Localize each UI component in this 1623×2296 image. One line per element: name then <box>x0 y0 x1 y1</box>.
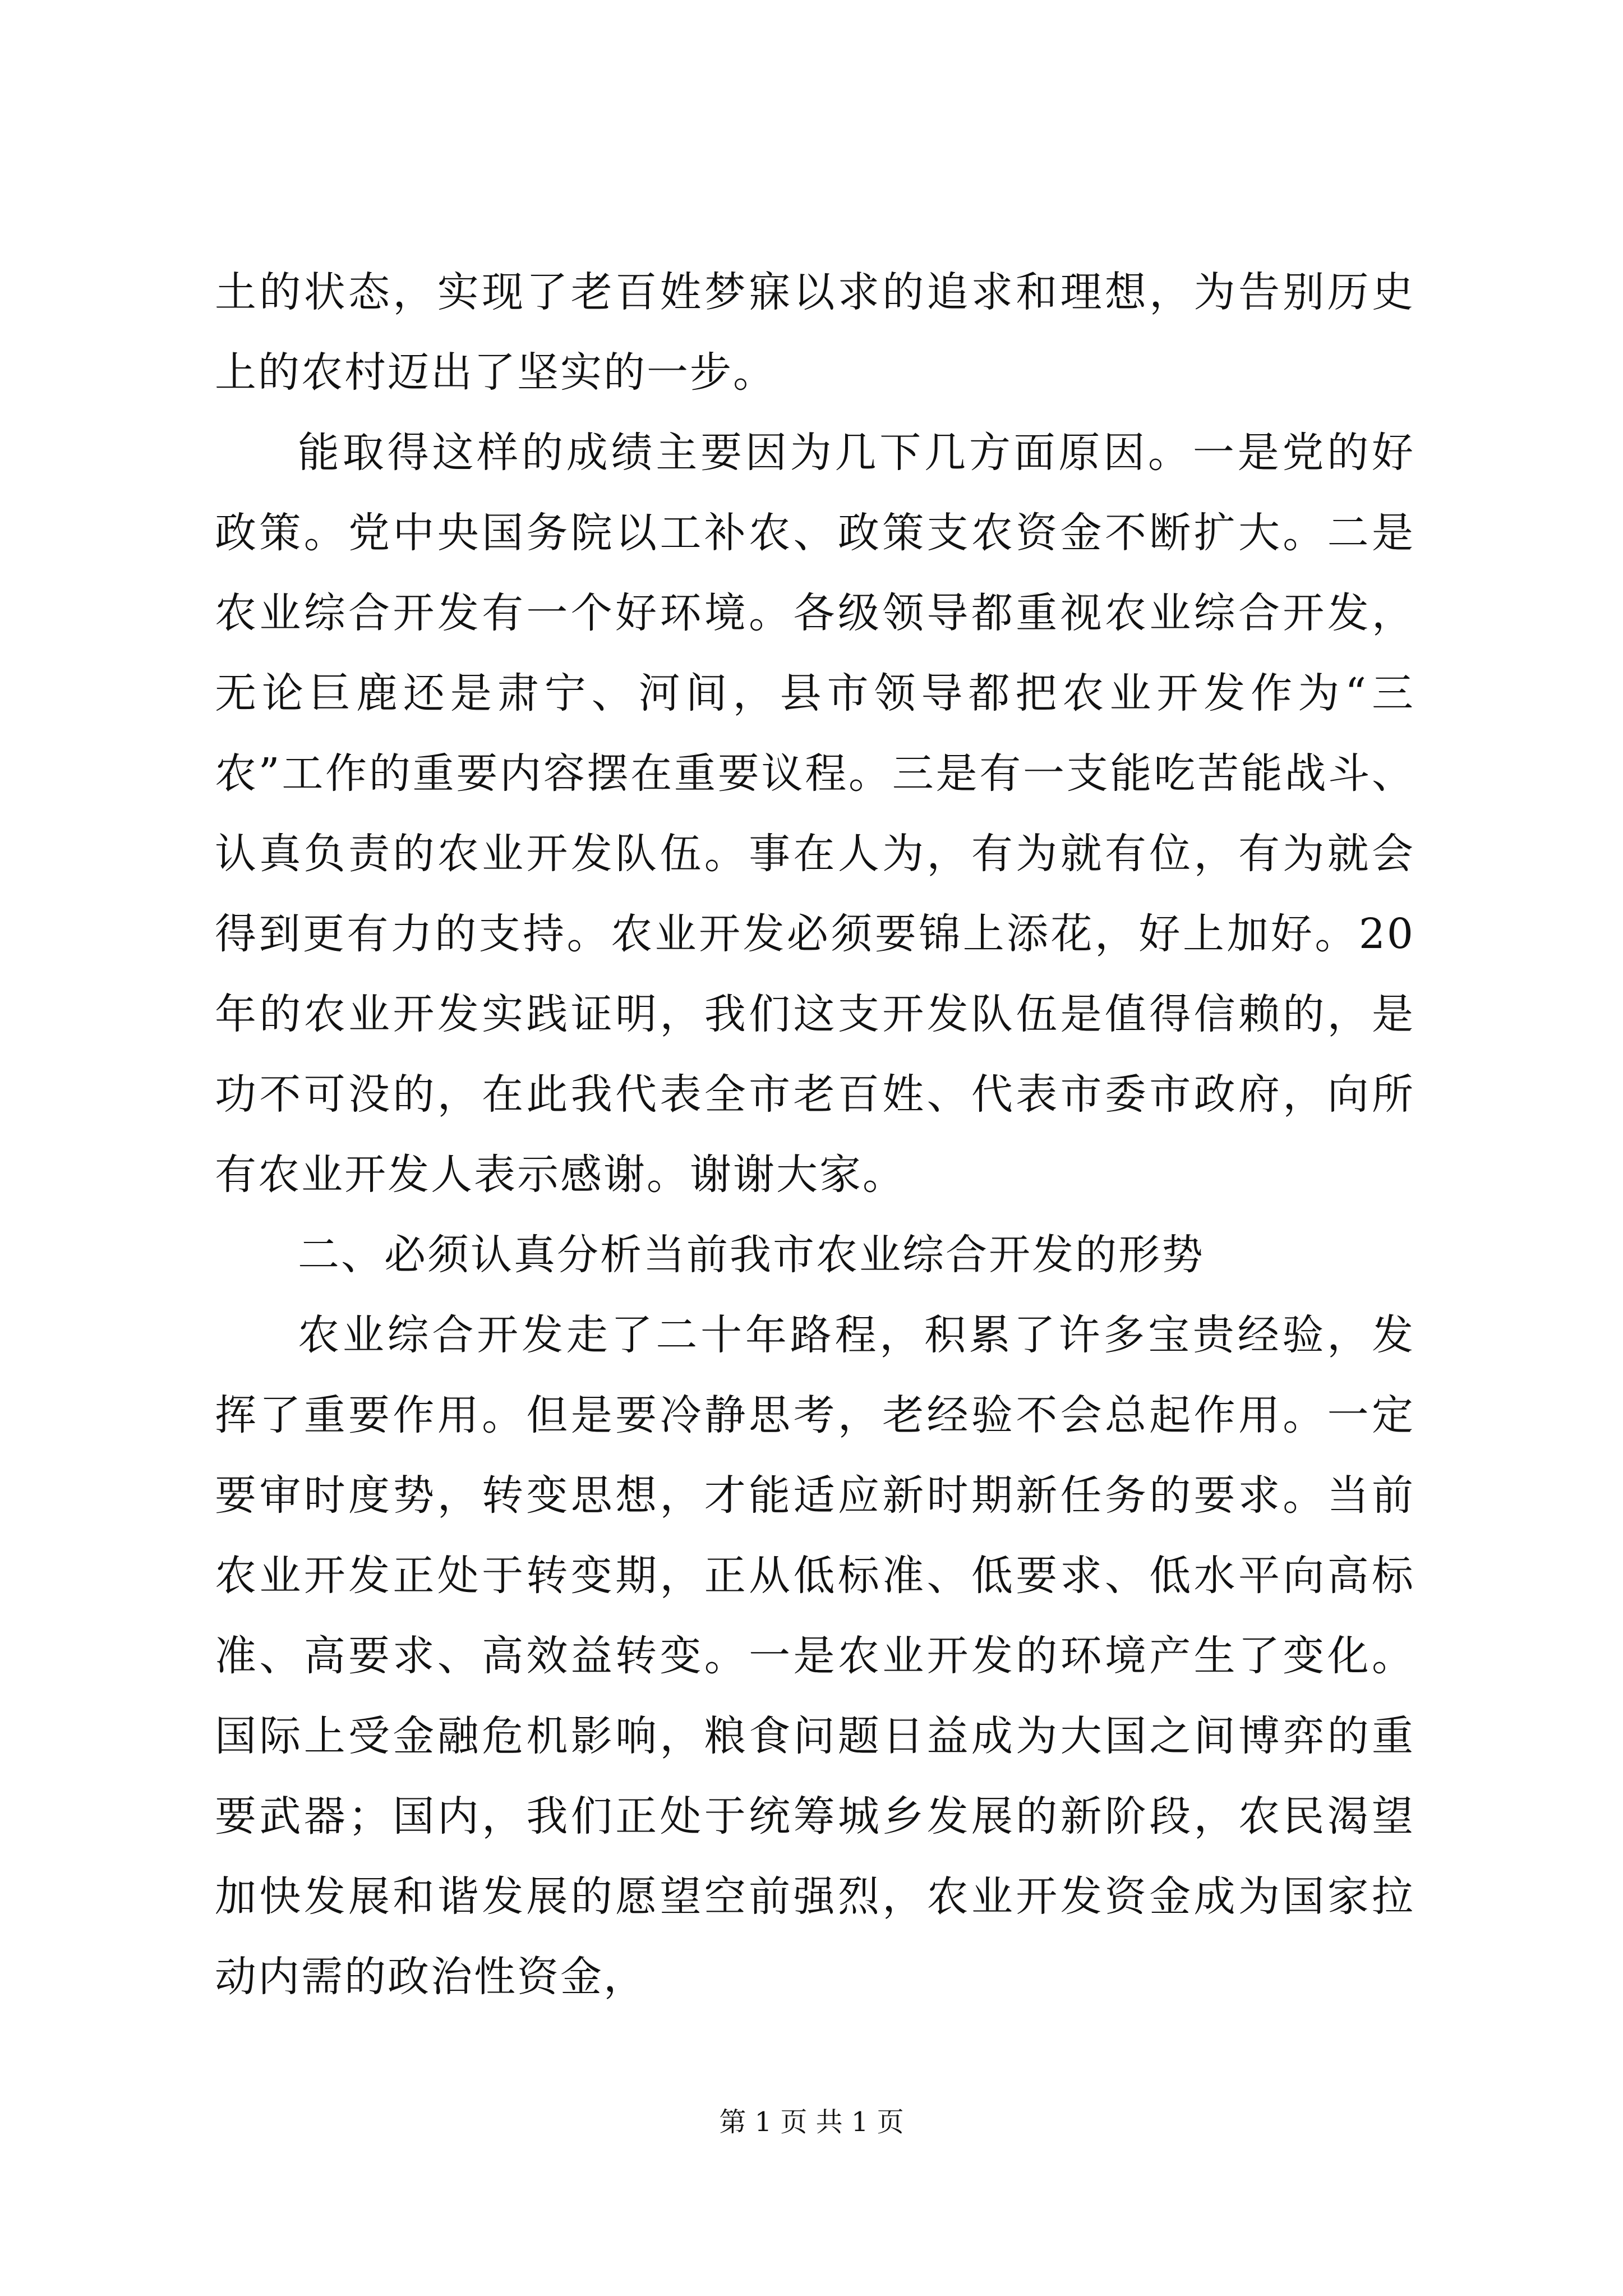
paragraph-situation-analysis: 农业综合开发走了二十年路程，积累了许多宝贵经验，发挥了重要作用。但是要冷静思考，老经验不会总起作用。一定要审时度势，转变思想，才能适应新时期新任务的要求。当前农业开发正处于转变期，正从低标准、低要求、低水平向高标准、高要求、高效益转变。一是农业开发的环境产生了变化。国际上受金融危机影响，粮食问题日益成为大国之间博弈的重要武器；国内，我们正处于统筹城乡发展的新阶段，农民渴望加快发展和谐发展的愿望空前强烈，农业开发资金成为国家拉动内需的政治性资金， <box>215 1311 1415 2001</box>
paragraph-continuation: 土的状态，实现了老百姓梦寐以求的追求和理想，为告别历史上的农村迈出了坚实的一步。 <box>215 268 1415 397</box>
document-body <box>215 252 1415 2017</box>
paragraph-achievement-reasons: 能取得这样的成绩主要因为几下几方面原因。一是党的好政策。党中央国务院以工补农、政策支农资金不断扩大。二是农业综合开发有一个好环境。各级领导都重视农业综合开发，无论巨鹿还是肃宁、河间，县市领导都把农业开发作为“三农”工作的重要内容摆在重要议程。三是有一支能吃苦能战斗、认真负责的农业开发队伍。事在人为，有为就有位，有为就会得到更有力的支持。农业开发必须要锦上添花，好上加好。20年的农业开发实践证明，我们这支开发队伍是值得信赖的，是功不可没的，在此我代表全市老百姓、代表市委市政府，向所有农业开发人表示感谢。谢谢大家。 <box>215 429 1415 1199</box>
page-footer: 第 1 页 共 1 页 <box>719 2106 904 2138</box>
section-heading-2: 二、必须认真分析当前我市农业综合开发的形势 <box>298 1231 1205 1279</box>
